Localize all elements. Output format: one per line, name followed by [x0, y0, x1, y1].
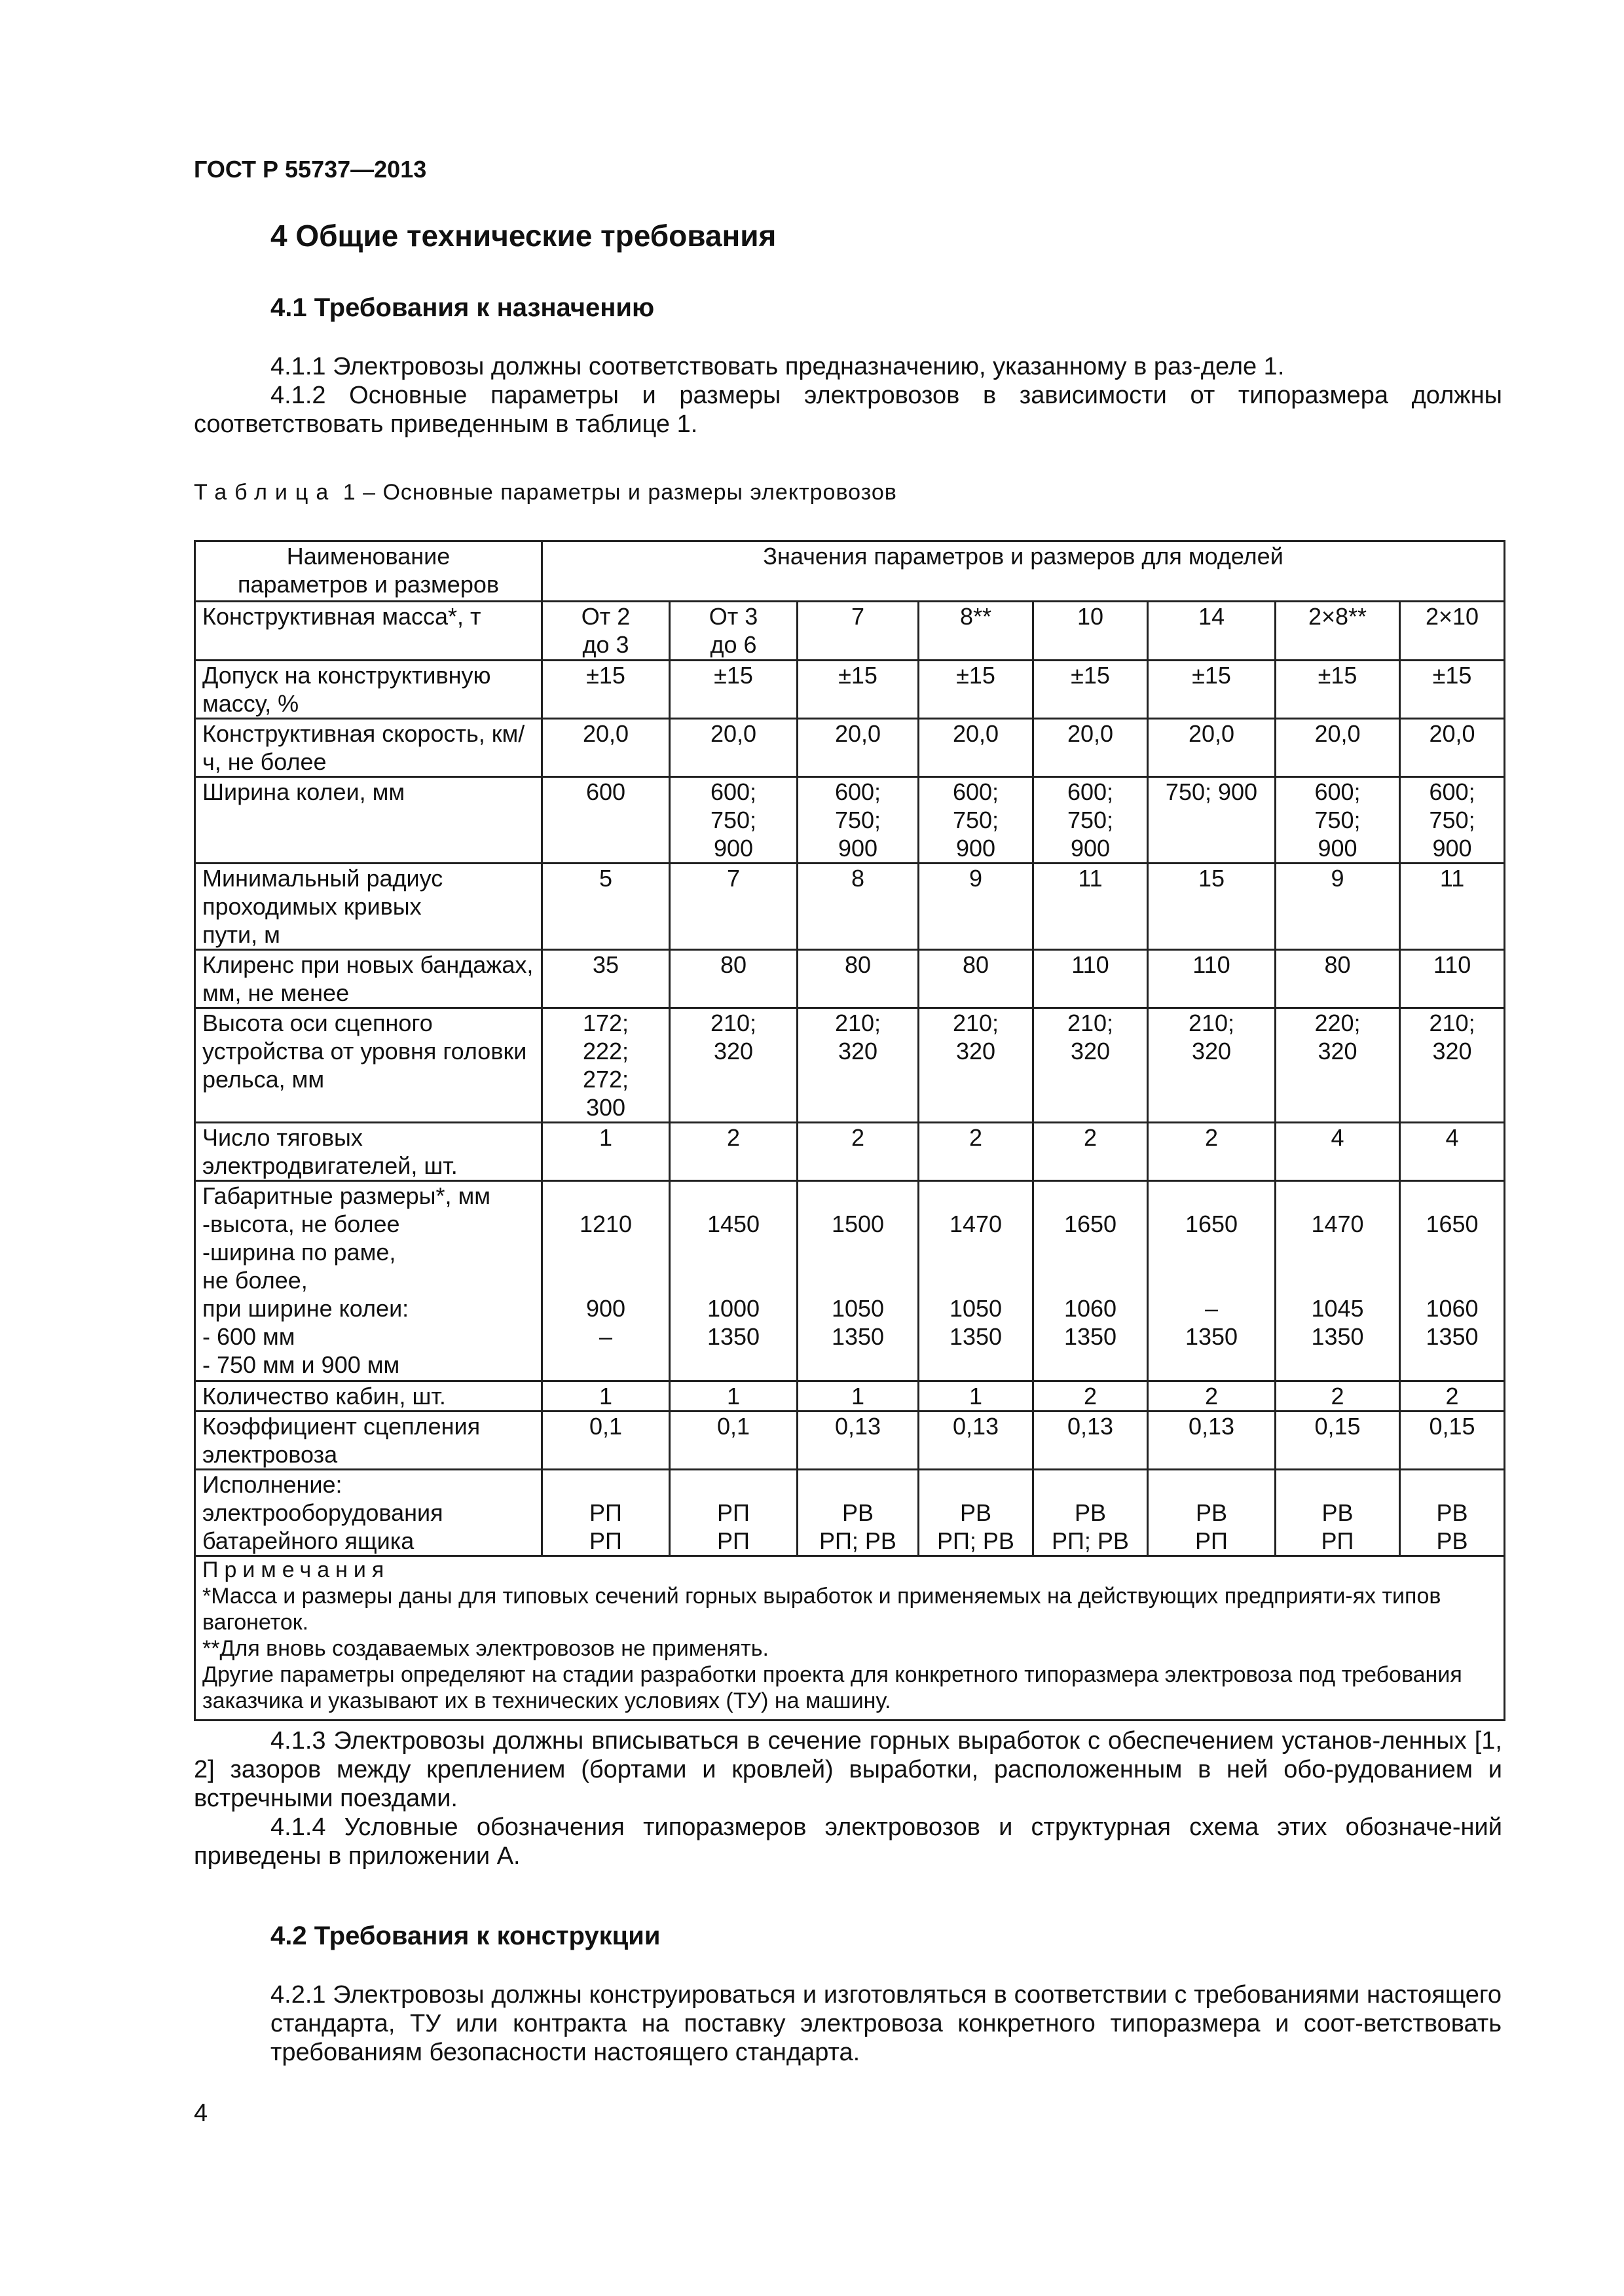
paragraph-block-1: [194, 352, 1502, 439]
table-row: [195, 1381, 1505, 1412]
value-cell: 0,13: [1148, 1412, 1276, 1470]
value-cell: 1650 – 1350: [1148, 1181, 1276, 1381]
value-cell: ±15: [1033, 661, 1148, 719]
value-cell: 1: [542, 1123, 670, 1181]
value-cell: 20,0: [1033, 719, 1148, 777]
value-cell: 600; 750; 900: [670, 777, 798, 864]
value-cell: РВ РП; РВ: [1033, 1470, 1148, 1556]
value-cell: 15: [1148, 864, 1276, 950]
value-cell: 2: [1148, 1123, 1276, 1181]
paragraph-4-1-2: 4.1.2 Основные параметры и размеры электровозов в зависимости от типоразмера должны соответствовать приведенным в таблице 1.: [194, 382, 1502, 438]
value-cell: 2: [1148, 1381, 1276, 1412]
value-cell: 14: [1148, 602, 1276, 661]
value-cell: 2×8**: [1276, 602, 1400, 661]
value-cell: ±15: [542, 661, 670, 719]
table-row: [195, 950, 1505, 1008]
value-cell: 210; 320: [1148, 1008, 1276, 1123]
table-row: [195, 602, 1505, 661]
value-cell: 600; 750; 900: [919, 777, 1033, 864]
table-caption: [194, 480, 897, 505]
value-cell: 2: [919, 1123, 1033, 1181]
param-name-cell: Исполнение: электрооборудования батарейного ящика: [195, 1470, 542, 1556]
value-cell: 1: [798, 1381, 919, 1412]
table-notes-row: [195, 1556, 1505, 1721]
value-cell: 2: [1400, 1381, 1505, 1412]
param-name-cell: Допуск на конструктивную массу, %: [195, 661, 542, 719]
value-cell: 20,0: [542, 719, 670, 777]
table-caption-lead: Таблица: [194, 480, 337, 505]
value-cell: 2: [1033, 1381, 1148, 1412]
value-cell: 1470 1050 1350: [919, 1181, 1033, 1381]
value-cell: 0,1: [670, 1412, 798, 1470]
value-cell: 600; 750; 900: [1400, 777, 1505, 864]
param-name-cell: Число тяговых электродвигателей, шт.: [195, 1123, 542, 1181]
value-cell: ±15: [670, 661, 798, 719]
value-cell: РП РП: [542, 1470, 670, 1556]
value-cell: 8**: [919, 602, 1033, 661]
value-cell: 7: [798, 602, 919, 661]
value-cell: ±15: [1276, 661, 1400, 719]
value-cell: 220; 320: [1276, 1008, 1400, 1123]
section-title: 4 Общие технические требования: [270, 219, 777, 253]
param-name-cell: Габаритные размеры*, мм -высота, не более -ширина по раме, не более, при ширине колеи: - 600 мм - 750 мм и 900 мм: [195, 1181, 542, 1381]
table-row: [195, 1181, 1505, 1381]
parameters-table: [194, 540, 1505, 1721]
value-cell: 9: [1276, 864, 1400, 950]
value-cell: От 3 до 6: [670, 602, 798, 661]
subsection-title-2: 4.2 Требования к конструкции: [270, 1922, 661, 1950]
param-name-cell: Минимальный радиус проходимых кривых пути, м: [195, 864, 542, 950]
page-number: 4: [194, 2100, 208, 2127]
table-row: [195, 864, 1505, 950]
value-cell: 600: [542, 777, 670, 864]
param-name-cell: Клиренс при новых бандажах, мм, не менее: [195, 950, 542, 1008]
value-cell: РП РП: [670, 1470, 798, 1556]
paragraph-4-1-4: 4.1.4 Условные обозначения типоразмеров электровозов и структурная схема этих обозначе-ний приведены в приложении А.: [194, 1813, 1502, 1870]
table-body: [195, 602, 1505, 1556]
note-3: Другие параметры определяют на стадии разработки проекта для конкретного типоразмера электровоза под требования заказчика и указывают их в технических условиях (ТУ) на машину.: [202, 1662, 1462, 1713]
value-cell: 1470 1045 1350: [1276, 1181, 1400, 1381]
value-cell: 5: [542, 864, 670, 950]
value-cell: 20,0: [1148, 719, 1276, 777]
value-cell: 9: [919, 864, 1033, 950]
value-cell: 0,13: [798, 1412, 919, 1470]
value-cell: 2: [798, 1123, 919, 1181]
table-header-row: [195, 541, 1505, 602]
notes-title: Примечания: [202, 1558, 390, 1582]
paragraph-4-2-1: 4.2.1 Электровозы должны конструироваться и изготовляться в соответствии с требованиями настоящего стандарта, ТУ или контракта на поставку электровоза конкретного типоразмера и соот-ветствовать требованиям безопасности настоящего стандарта.: [270, 1981, 1502, 2066]
value-cell: 0,1: [542, 1412, 670, 1470]
value-cell: 110: [1400, 950, 1505, 1008]
value-cell: 8: [798, 864, 919, 950]
value-cell: 1: [542, 1381, 670, 1412]
table-row: [195, 1470, 1505, 1556]
value-cell: 1: [919, 1381, 1033, 1412]
value-cell: 80: [670, 950, 798, 1008]
value-cell: 2×10: [1400, 602, 1505, 661]
value-cell: 600; 750; 900: [1276, 777, 1400, 864]
value-cell: 20,0: [798, 719, 919, 777]
value-cell: 0,13: [919, 1412, 1033, 1470]
value-cell: 20,0: [919, 719, 1033, 777]
value-cell: 600; 750; 900: [798, 777, 919, 864]
value-cell: 35: [542, 950, 670, 1008]
value-cell: 0,15: [1276, 1412, 1400, 1470]
value-cell: 7: [670, 864, 798, 950]
value-cell: ±15: [798, 661, 919, 719]
table-row: [195, 719, 1505, 777]
value-cell: 20,0: [1276, 719, 1400, 777]
param-name-cell: Ширина колеи, мм: [195, 777, 542, 864]
value-cell: 210; 320: [1400, 1008, 1505, 1123]
value-cell: 172; 222; 272; 300: [542, 1008, 670, 1123]
param-name-cell: Коэффициент сцепления электровоза: [195, 1412, 542, 1470]
value-cell: 2: [1276, 1381, 1400, 1412]
value-cell: 1650 1060 1350: [1033, 1181, 1148, 1381]
param-name-cell: Конструктивная масса*, т: [195, 602, 542, 661]
standard-number: ГОСТ Р 55737—2013: [194, 156, 427, 183]
value-cell: 600; 750; 900: [1033, 777, 1148, 864]
value-cell: 110: [1148, 950, 1276, 1008]
value-cell: 210; 320: [919, 1008, 1033, 1123]
value-cell: 210; 320: [1033, 1008, 1148, 1123]
value-cell: РВ РП; РВ: [798, 1470, 919, 1556]
value-cell: ±15: [1400, 661, 1505, 719]
value-cell: 0,13: [1033, 1412, 1148, 1470]
param-name-cell: Конструктивная скорость, км/ч, не более: [195, 719, 542, 777]
header-parameter-name: Наименование параметров и размеров: [195, 541, 542, 602]
value-cell: 210; 320: [798, 1008, 919, 1123]
table-row: [195, 1008, 1505, 1123]
value-cell: 210; 320: [670, 1008, 798, 1123]
param-name-cell: Количество кабин, шт.: [195, 1381, 542, 1412]
table-row: [195, 1412, 1505, 1470]
value-cell: РВ РП: [1148, 1470, 1276, 1556]
value-cell: 11: [1033, 864, 1148, 950]
paragraph-block-3: [270, 1980, 1502, 2067]
value-cell: 0,15: [1400, 1412, 1505, 1470]
value-cell: ±15: [919, 661, 1033, 719]
value-cell: 20,0: [670, 719, 798, 777]
value-cell: 4: [1400, 1123, 1505, 1181]
value-cell: 80: [919, 950, 1033, 1008]
subsection-title: 4.1 Требования к назначению: [270, 293, 655, 322]
value-cell: 80: [1276, 950, 1400, 1008]
value-cell: 1: [670, 1381, 798, 1412]
note-2: **Для вновь создаваемых электровозов не применять.: [202, 1636, 769, 1661]
value-cell: ±15: [1148, 661, 1276, 719]
value-cell: 80: [798, 950, 919, 1008]
paragraph-block-2: [194, 1726, 1502, 1870]
value-cell: 750; 900: [1148, 777, 1276, 864]
value-cell: РВ РП: [1276, 1470, 1400, 1556]
note-1: *Масса и размеры даны для типовых сечений горных выработок и применяемых на действующих предприяти-ях типов вагонеток.: [202, 1584, 1441, 1635]
value-cell: 1210 900 –: [542, 1181, 670, 1381]
value-cell: 11: [1400, 864, 1505, 950]
table-row: [195, 777, 1505, 864]
value-cell: 1450 1000 1350: [670, 1181, 798, 1381]
value-cell: 20,0: [1400, 719, 1505, 777]
paragraph-4-1-3: 4.1.3 Электровозы должны вписываться в сечение горных выработок с обеспечением установ-ленных [1, 2] зазоров между креплением (бортами и кровлей) выработки, расположенным в ней обо-рудованием и встречными поездами.: [194, 1727, 1502, 1812]
table-notes: [195, 1556, 1505, 1721]
table-row: [195, 1123, 1505, 1181]
value-cell: 2: [670, 1123, 798, 1181]
value-cell: 4: [1276, 1123, 1400, 1181]
value-cell: РВ РВ: [1400, 1470, 1505, 1556]
value-cell: 2: [1033, 1123, 1148, 1181]
value-cell: РВ РП; РВ: [919, 1470, 1033, 1556]
param-name-cell: Высота оси сцепного устройства от уровня головки рельса, мм: [195, 1008, 542, 1123]
value-cell: 110: [1033, 950, 1148, 1008]
paragraph-4-1-1: 4.1.1 Электровозы должны соответствовать предназначению, указанному в раз-деле 1.: [270, 353, 1285, 380]
value-cell: 10: [1033, 602, 1148, 661]
header-model-values: Значения параметров и размеров для моделей: [542, 541, 1505, 602]
value-cell: 1650 1060 1350: [1400, 1181, 1505, 1381]
table-caption-text: 1 – Основные параметры и размеры электровозов: [342, 480, 897, 505]
value-cell: От 2 до 3: [542, 602, 670, 661]
table-row: [195, 661, 1505, 719]
value-cell: 1500 1050 1350: [798, 1181, 919, 1381]
